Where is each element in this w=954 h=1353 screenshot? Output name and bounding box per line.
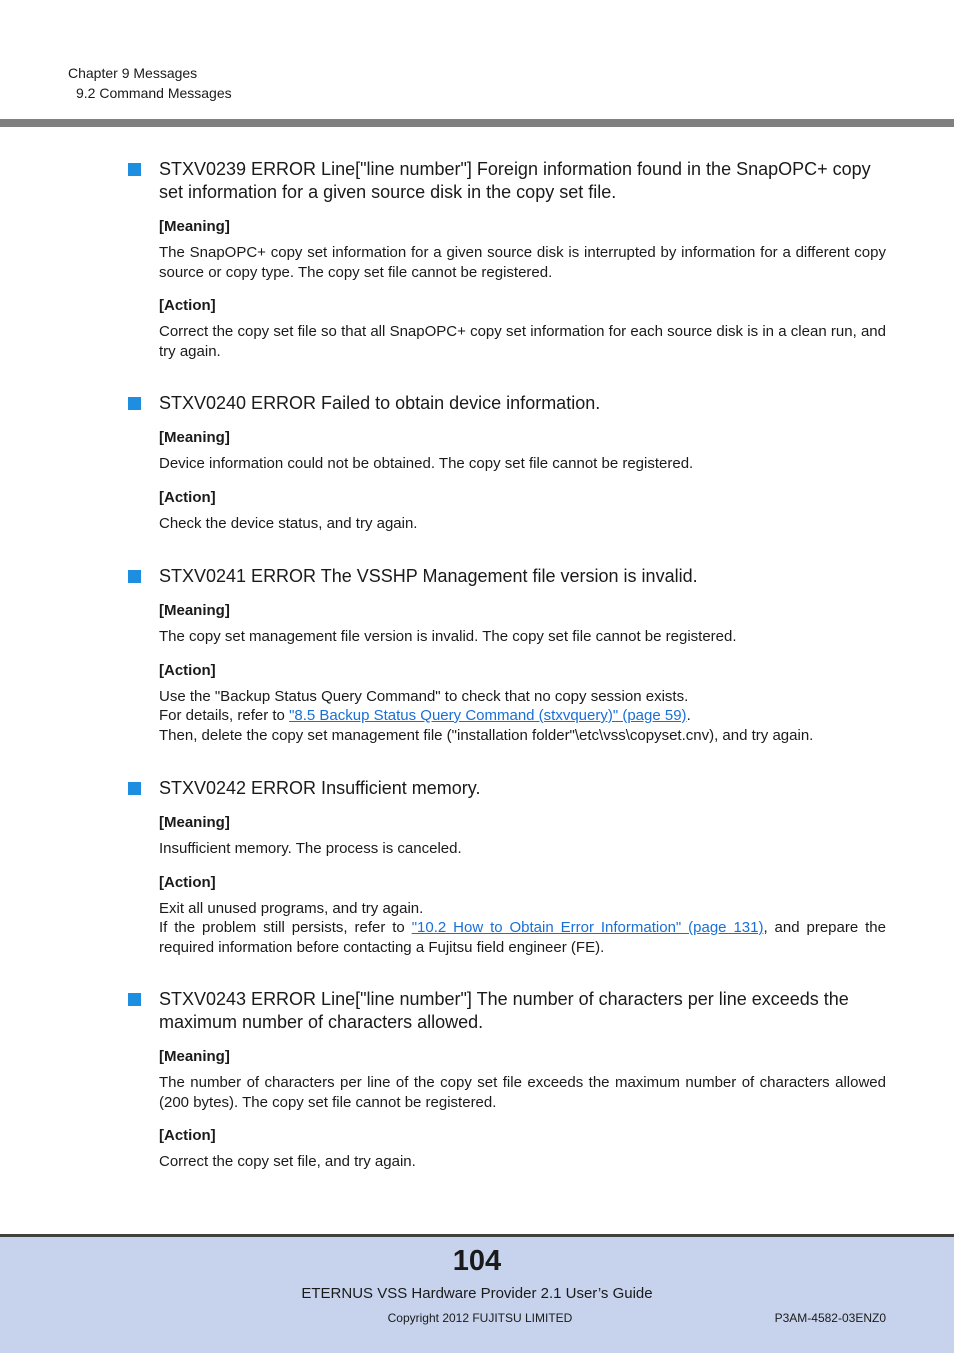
square-bullet-icon [128,570,141,583]
action-label: [Action] [159,873,216,891]
page-number: 104 [452,1245,502,1277]
message-title: STXV0242 ERROR Insufficient memory. [0,777,954,800]
square-bullet-icon [128,397,141,410]
message-stxv0239 [0,158,954,361]
square-bullet-icon [128,163,141,176]
meaning-text: The SnapOPC+ copy set information for a given source disk is interrupted by information for a different copy source or copy type. The copy set file cannot be registered. [159,244,886,281]
copyright-text: Copyright 2012 FUJITSU LIMITED [387,1311,573,1325]
backup-status-query-link[interactable]: "8.5 Backup Status Query Command (stxvquery)" (page 59) [289,707,687,724]
message-title: STXV0243 ERROR Line["line number"] The number of characters per line exceeds the maximum number of characters allowed. [0,988,954,1034]
meaning-label: [Meaning] [159,1048,230,1065]
action-text: Exit all unused programs, and try again. If the problem still persists, refer to "10.2 How to Obtain Error Information" (page 131), and prepare the required information before contacting a Fujitsu field engineer (FE). [159,899,886,956]
square-bullet-icon [128,993,141,1006]
square-bullet-icon [128,782,141,795]
meaning-label: [Meaning] [159,602,230,619]
action-label: [Action] [159,488,216,506]
header-rule [0,119,954,127]
action-label: [Action] [159,297,216,314]
action-label: [Action] [159,661,216,679]
message-stxv0242 [0,777,954,957]
meaning-label: [Meaning] [159,814,230,831]
action-text: Check the device status, and try again. [159,514,418,532]
section-label: 9.2 Command Messages [76,85,232,101]
message-title: STXV0241 ERROR The VSSHP Management file version is invalid. [0,565,954,588]
guide-title: ETERNUS VSS Hardware Provider 2.1 User’s Guide [301,1285,653,1302]
running-header [68,63,232,103]
chapter-label: Chapter 9 Messages [68,65,198,81]
action-text: Correct the copy set file, and try again. [159,1153,416,1170]
message-stxv0243 [0,988,954,1172]
document-number: P3AM-4582-03ENZ0 [774,1311,886,1325]
message-title: STXV0239 ERROR Line["line number"] Foreign information found in the SnapOPC+ copy set information for a given source disk in the copy set file. [0,158,954,204]
meaning-text: The copy set management file version is invalid. The copy set file cannot be registered. [159,628,737,645]
message-stxv0241 [0,565,954,745]
message-title: STXV0240 ERROR Failed to obtain device information. [0,392,954,415]
action-label: [Action] [159,1127,216,1144]
meaning-text: Device information could not be obtained. The copy set file cannot be registered. [159,455,694,472]
meaning-label: [Meaning] [159,429,230,446]
action-text: Correct the copy set file so that all SnapOPC+ copy set information for each source disk is in a clean run, and try again. [159,323,886,360]
meaning-text: Insufficient memory. The process is canceled. [159,840,462,857]
meaning-text: The number of characters per line of the copy set file exceeds the maximum number of characters allowed (200 bytes). The copy set file cannot be registered. [159,1074,886,1111]
action-text: Use the "Backup Status Query Command" to check that no copy session exists. For details, refer to "8.5 Backup Status Query Command (stxvquery)" (page 59). Then, delete the copy set management file ("installation folder"\etc\vss\copyset.cnv), and try again. [159,687,814,744]
page-footer [0,1234,954,1353]
meaning-label: [Meaning] [159,218,230,235]
error-information-link[interactable]: "10.2 How to Obtain Error Information" (page 131) [411,919,764,936]
message-stxv0240 [0,392,954,533]
